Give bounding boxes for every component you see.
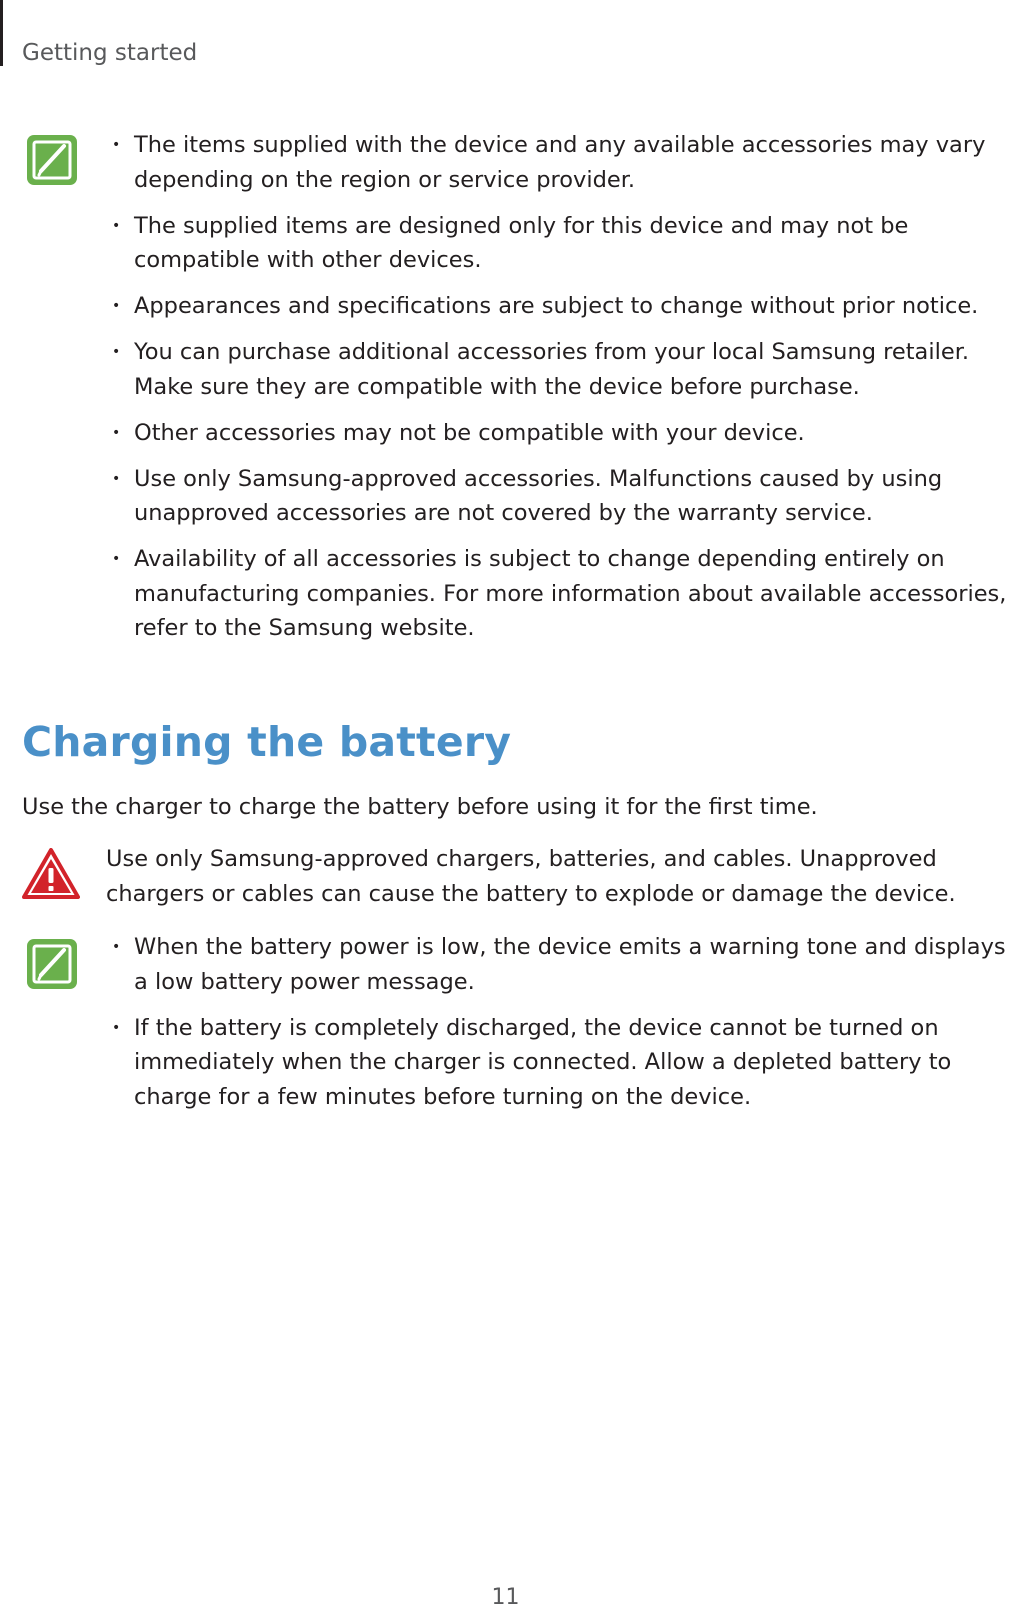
list-item: • The supplied items are designed only for this device and may not be compatible with other devices. — [112, 209, 1007, 278]
notes-list-top — [112, 128, 1007, 657]
section-label: Getting started — [22, 40, 198, 66]
list-item: • The items supplied with the device and any available accessories may vary depending on the region or service provider. — [112, 128, 1007, 197]
section-intro: Use the charger to charge the battery before using it for the first time. — [22, 794, 818, 820]
page-number: 11 — [491, 1585, 520, 1610]
warning-text: Use only Samsung-approved chargers, batteries, and cables. Unapproved chargers or cables can cause the battery to explode or damage the device. — [106, 846, 956, 907]
list-item: • You can purchase additional accessories from your local Samsung retailer. Make sure they are compatible with the device before purchase. — [112, 335, 1007, 404]
section-title: Charging the battery — [22, 718, 512, 766]
list-item: • Other accessories may not be compatible with your device. — [112, 416, 1007, 451]
list-item: • When the battery power is low, the device emits a warning tone and displays a low battery power message. — [112, 930, 1007, 999]
list-item: • Availability of all accessories is subject to change depending entirely on manufacturing companies. For more information about available accessories, refer to the Samsung website. — [112, 542, 1007, 646]
warning-triangle-icon — [22, 848, 80, 900]
note-pencil-icon — [26, 134, 78, 186]
list-item: • Use only Samsung-approved accessories. Malfunctions caused by using unapproved accessories are not covered by the warranty service. — [112, 462, 1007, 531]
list-item: • If the battery is completely discharged, the device cannot be turned on immediately when the charger is connected. Allow a depleted battery to charge for a few minutes before turning on the device. — [112, 1011, 1007, 1115]
header-rule — [0, 0, 3, 66]
notes-list-charging — [112, 930, 1007, 1126]
list-item: • Appearances and specifications are subject to change without prior notice. — [112, 289, 1007, 324]
note-pencil-icon — [26, 938, 78, 990]
